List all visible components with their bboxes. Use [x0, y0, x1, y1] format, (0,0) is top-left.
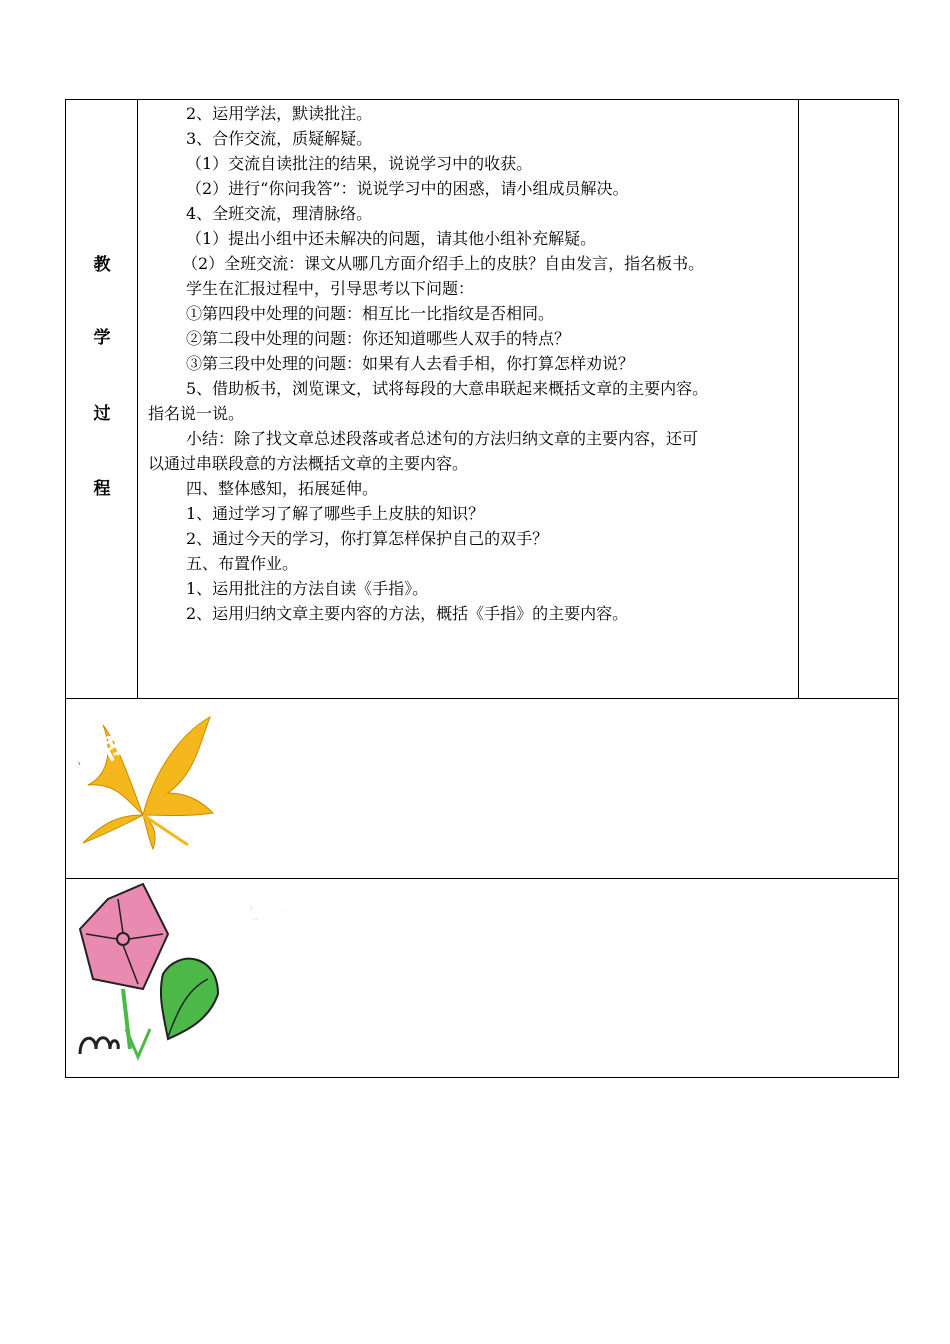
vine-icon [80, 1029, 150, 1057]
content-line: ③第三段中处理的问题：如果有人去看手相，你打算怎样劝说？ [186, 354, 635, 373]
morning-glory-clipart [68, 879, 308, 1069]
content-line: ②第二段中处理的问题：你还知道哪些人双手的特点？ [186, 329, 571, 348]
content-line: 小结：除了找文章总述段落或者总述句的方法归纳文章的主要内容，还可 [186, 429, 699, 448]
lesson-table [65, 99, 899, 1078]
leaf-icon [161, 959, 218, 1039]
label-char: 程 [93, 479, 111, 499]
label-char: 教 [93, 255, 111, 275]
content-line: 指名说一说。 [148, 404, 245, 423]
maple-leaf-clipart [68, 705, 218, 855]
process-label-cell [66, 100, 138, 698]
content-line: （2）进行“你问我答”：说说学习中的困惑，请小组成员解决。 [186, 179, 629, 198]
content-line: 2、运用归纳文章主要内容的方法，概括《手指》的主要内容。 [186, 604, 629, 623]
content-line: 五、布置作业。 [186, 554, 299, 573]
content-line: 1、通过学习了解了哪些手上皮肤的知识？ [186, 504, 485, 523]
content-line: ①第四段中处理的问题：相互比一比指纹是否相同。 [186, 304, 555, 323]
reflection-art-title: 课后反思 [175, 889, 288, 943]
content-line: 学生在汇报过程中，引导思考以下问题： [186, 279, 475, 298]
content-line: 5、借助板书，浏览课文，试将每段的大意串联起来概括文章的主要内容。 [186, 379, 709, 398]
content-line: 2、运用学法，默读批注。 [186, 104, 373, 123]
label-char: 学 [93, 328, 111, 348]
content-line: 1、运用批注的方法自读《手指》。 [186, 579, 429, 598]
board-design-row [66, 699, 898, 879]
label-char: 过 [93, 404, 111, 424]
teaching-process-row [66, 100, 898, 699]
reflection-row [66, 879, 898, 1077]
content-line: 4、全班交流，理清脉络。 [186, 204, 373, 223]
content-line: 2、通过今天的学习，你打算怎样保护自己的双手？ [186, 529, 549, 548]
content-line: （1）交流自读批注的结果，说说学习中的收获。 [186, 154, 533, 173]
content-line: （2）全班交流：课文从哪几方面介绍手上的皮肤？自由发言，指名板书。 [182, 254, 705, 273]
board-design-art-title: 板书设计 [68, 706, 170, 782]
content-line: 以通过串联段意的方法概括文章的主要内容。 [148, 454, 469, 473]
content-line: （1）提出小组中还未解决的问题，请其他小组补充解疑。 [186, 229, 597, 248]
content-line: 3、合作交流，质疑解疑。 [186, 129, 373, 148]
content-line: 四、整体感知，拓展延伸。 [186, 479, 379, 498]
notes-cell [798, 100, 898, 698]
flower-icon [80, 884, 168, 1049]
